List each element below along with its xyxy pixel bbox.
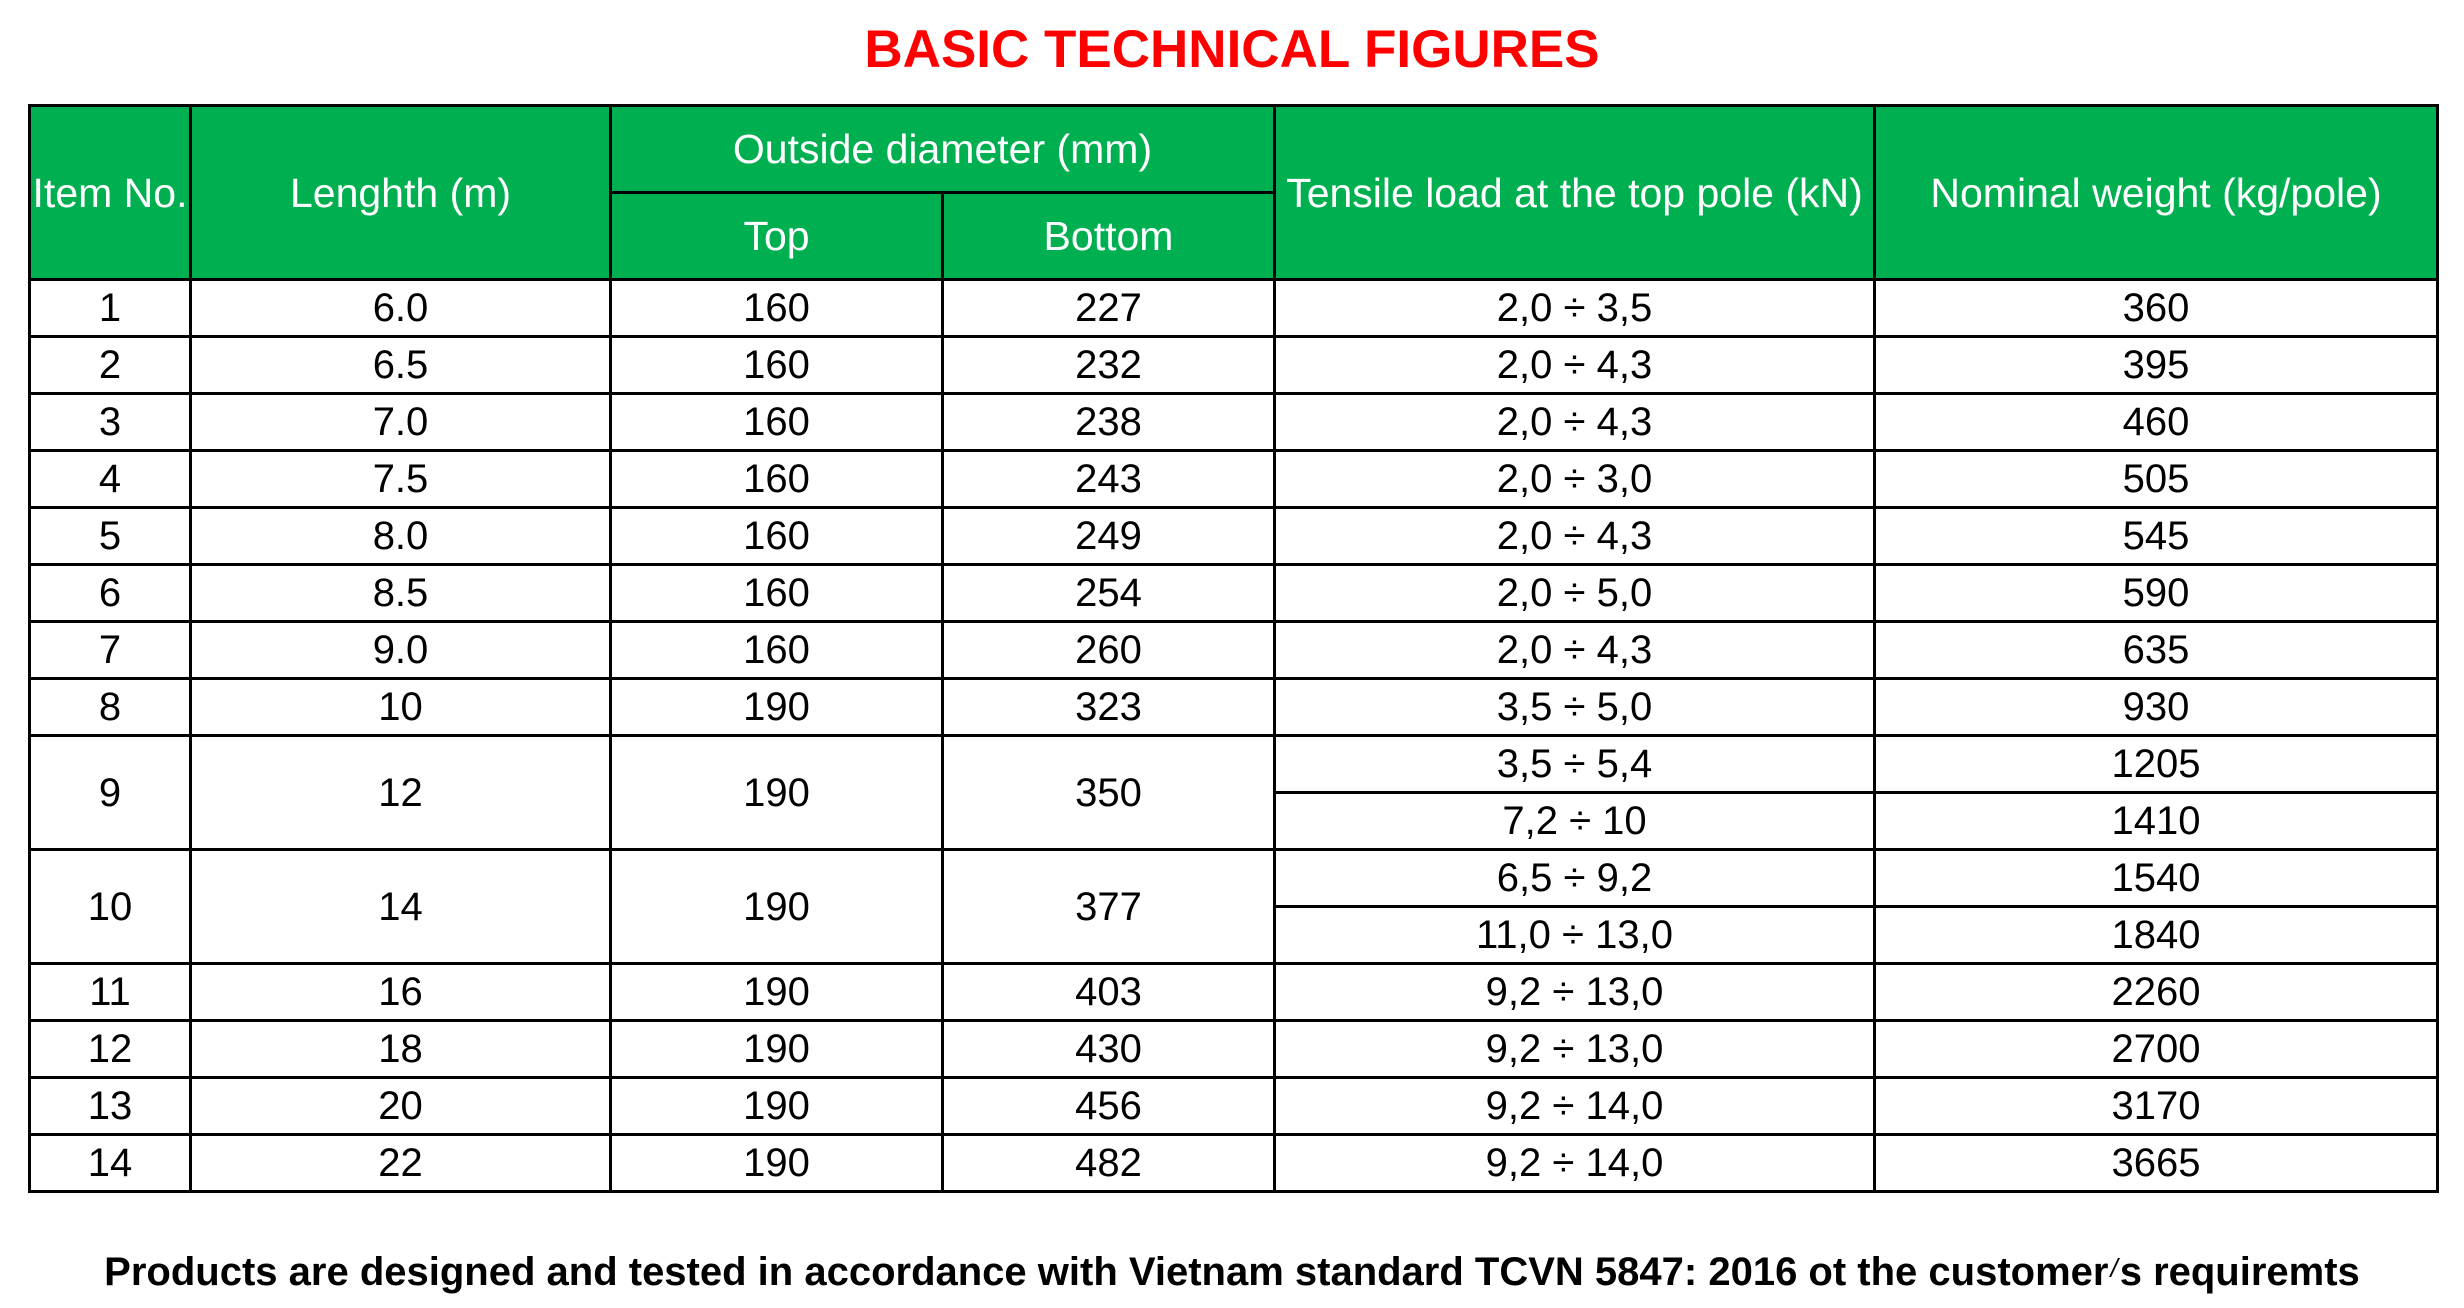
cell-item-no: 6	[30, 565, 191, 622]
cell-diameter-bottom: 430	[943, 1021, 1275, 1078]
table-header	[30, 106, 2438, 280]
table-row	[30, 964, 2438, 1021]
cell-diameter-top: 190	[611, 736, 943, 850]
cell-diameter-top: 160	[611, 451, 943, 508]
cell-diameter-bottom: 350	[943, 736, 1275, 850]
cell-diameter-bottom: 403	[943, 964, 1275, 1021]
header-tensile-load: Tensile load at the top pole (kN)	[1275, 106, 1875, 280]
header-diameter-bottom: Bottom	[943, 193, 1275, 280]
cell-diameter-bottom: 456	[943, 1078, 1275, 1135]
cell-diameter-bottom: 243	[943, 451, 1275, 508]
cell-length: 9.0	[191, 622, 611, 679]
table-body	[30, 280, 2438, 1192]
cell-diameter-bottom: 482	[943, 1135, 1275, 1192]
cell-diameter-bottom: 249	[943, 508, 1275, 565]
cell-tensile-load: 2,0 ÷ 3,5	[1275, 280, 1875, 337]
cell-tensile-load: 6,5 ÷ 9,2	[1275, 850, 1875, 907]
cell-tensile-load: 9,2 ÷ 13,0	[1275, 964, 1875, 1021]
cell-tensile-load: 2,0 ÷ 4,3	[1275, 622, 1875, 679]
cell-item-no: 12	[30, 1021, 191, 1078]
cell-length: 16	[191, 964, 611, 1021]
header-nominal-weight: Nominal weight (kg/pole)	[1875, 106, 2438, 280]
cell-nominal-weight: 2260	[1875, 964, 2438, 1021]
cell-tensile-load: 3,5 ÷ 5,0	[1275, 679, 1875, 736]
cell-length: 8.0	[191, 508, 611, 565]
cell-length: 8.5	[191, 565, 611, 622]
cell-diameter-top: 190	[611, 1135, 943, 1192]
cell-length: 12	[191, 736, 611, 850]
cell-length: 18	[191, 1021, 611, 1078]
cell-diameter-bottom: 238	[943, 394, 1275, 451]
table-row	[30, 1078, 2438, 1135]
cell-nominal-weight: 505	[1875, 451, 2438, 508]
cell-tensile-load: 2,0 ÷ 4,3	[1275, 508, 1875, 565]
page-title: BASIC TECHNICAL FIGURES	[864, 20, 1600, 79]
cell-tensile-load: 9,2 ÷ 14,0	[1275, 1078, 1875, 1135]
cell-nominal-weight: 545	[1875, 508, 2438, 565]
cell-diameter-bottom: 377	[943, 850, 1275, 964]
cell-item-no: 8	[30, 679, 191, 736]
cell-diameter-top: 190	[611, 850, 943, 964]
cell-diameter-top: 190	[611, 1021, 943, 1078]
cell-diameter-top: 160	[611, 622, 943, 679]
table-row	[30, 451, 2438, 508]
cell-nominal-weight: 3170	[1875, 1078, 2438, 1135]
cell-nominal-weight: 460	[1875, 394, 2438, 451]
cell-diameter-bottom: 260	[943, 622, 1275, 679]
cell-nominal-weight: 2700	[1875, 1021, 2438, 1078]
cell-item-no: 9	[30, 736, 191, 850]
cell-nominal-weight: 930	[1875, 679, 2438, 736]
table-row	[30, 1021, 2438, 1078]
cell-tensile-load: 11,0 ÷ 13,0	[1275, 907, 1875, 964]
cell-diameter-top: 190	[611, 679, 943, 736]
cell-diameter-top: 160	[611, 337, 943, 394]
cell-length: 10	[191, 679, 611, 736]
cell-nominal-weight: 1840	[1875, 907, 2438, 964]
header-item-no: Item No.	[30, 106, 191, 280]
cell-nominal-weight: 1540	[1875, 850, 2438, 907]
table-row	[30, 280, 2438, 337]
cell-tensile-load: 2,0 ÷ 4,3	[1275, 337, 1875, 394]
table-row	[30, 565, 2438, 622]
footer-note	[0, 1244, 2464, 1300]
cell-nominal-weight: 590	[1875, 565, 2438, 622]
cell-nominal-weight: 635	[1875, 622, 2438, 679]
cell-length: 14	[191, 850, 611, 964]
cell-diameter-bottom: 232	[943, 337, 1275, 394]
cell-tensile-load: 9,2 ÷ 13,0	[1275, 1021, 1875, 1078]
table-row	[30, 394, 2438, 451]
cell-nominal-weight: 1410	[1875, 793, 2438, 850]
cell-length: 22	[191, 1135, 611, 1192]
cell-item-no: 7	[30, 622, 191, 679]
cell-nominal-weight: 1205	[1875, 736, 2438, 793]
cell-tensile-load: 2,0 ÷ 5,0	[1275, 565, 1875, 622]
cell-length: 6.0	[191, 280, 611, 337]
cell-nominal-weight: 395	[1875, 337, 2438, 394]
table-row	[30, 736, 2438, 793]
header-diameter-top: Top	[611, 193, 943, 280]
cell-tensile-load: 2,0 ÷ 4,3	[1275, 394, 1875, 451]
cell-item-no: 5	[30, 508, 191, 565]
header-outside-diameter: Outside diameter (mm)	[611, 106, 1275, 193]
header-length: Lenghth (m)	[191, 106, 611, 280]
cell-tensile-load: 7,2 ÷ 10	[1275, 793, 1875, 850]
footer-note-text-end: s requiremts	[2119, 1250, 2360, 1294]
cell-diameter-top: 160	[611, 508, 943, 565]
cell-length: 7.0	[191, 394, 611, 451]
footer-apostrophe: /	[2110, 1253, 2118, 1283]
cell-nominal-weight: 3665	[1875, 1135, 2438, 1192]
cell-item-no: 3	[30, 394, 191, 451]
footer-note-text: Products are designed and tested in accordance with Vietnam standard TCVN 5847: 2016 ot the customer	[104, 1250, 2109, 1294]
table-row	[30, 850, 2438, 907]
cell-item-no: 11	[30, 964, 191, 1021]
cell-diameter-top: 190	[611, 964, 943, 1021]
cell-item-no: 10	[30, 850, 191, 964]
cell-nominal-weight: 360	[1875, 280, 2438, 337]
table-row	[30, 1135, 2438, 1192]
cell-diameter-top: 160	[611, 565, 943, 622]
cell-diameter-bottom: 323	[943, 679, 1275, 736]
cell-length: 6.5	[191, 337, 611, 394]
table-row	[30, 679, 2438, 736]
cell-item-no: 4	[30, 451, 191, 508]
technical-figures-table	[28, 104, 2439, 1193]
cell-item-no: 1	[30, 280, 191, 337]
cell-tensile-load: 2,0 ÷ 3,0	[1275, 451, 1875, 508]
cell-diameter-top: 160	[611, 394, 943, 451]
table-row	[30, 508, 2438, 565]
cell-length: 7.5	[191, 451, 611, 508]
header-row-1	[30, 106, 2438, 193]
cell-tensile-load: 3,5 ÷ 5,4	[1275, 736, 1875, 793]
table-row	[30, 337, 2438, 394]
cell-length: 20	[191, 1078, 611, 1135]
cell-diameter-top: 160	[611, 280, 943, 337]
cell-diameter-bottom: 227	[943, 280, 1275, 337]
cell-diameter-bottom: 254	[943, 565, 1275, 622]
cell-diameter-top: 190	[611, 1078, 943, 1135]
cell-item-no: 14	[30, 1135, 191, 1192]
cell-item-no: 2	[30, 337, 191, 394]
cell-tensile-load: 9,2 ÷ 14,0	[1275, 1135, 1875, 1192]
table-row	[30, 622, 2438, 679]
cell-item-no: 13	[30, 1078, 191, 1135]
